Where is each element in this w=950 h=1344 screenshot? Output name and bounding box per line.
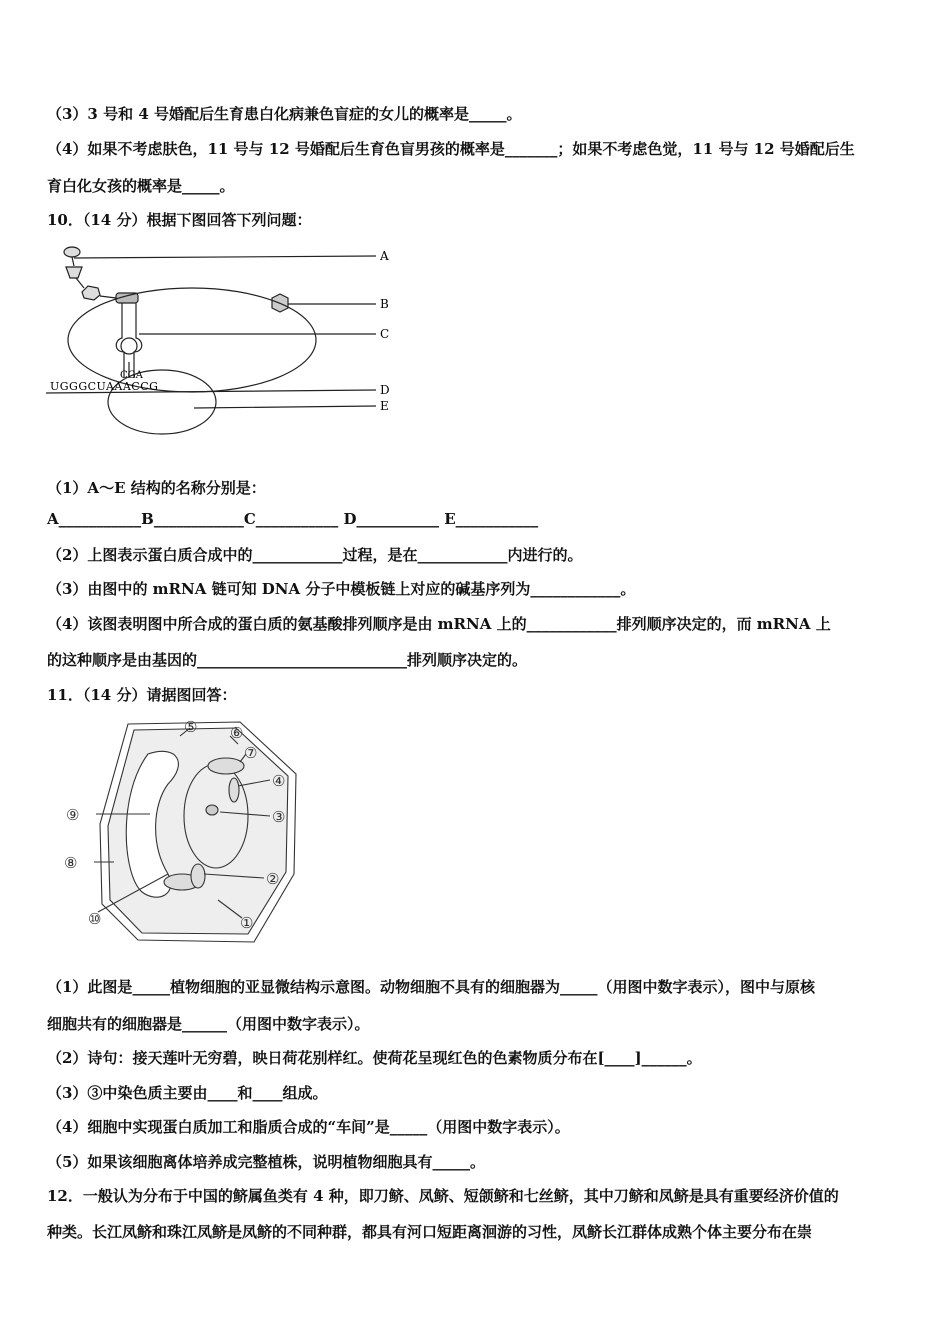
q11-part2: （2）诗句：接天莲叶无穷碧，映日荷花别样红。使荷花呈现红色的色素物质分布在[____]______。 [47, 1049, 702, 1067]
mrna-sequence: UGGGCUAAACCG [50, 380, 159, 393]
q11-part5: （5）如果该细胞离体培养成完整植株，说明植物细胞具有_____。 [47, 1153, 485, 1171]
trna [116, 303, 142, 362]
q10-part1-blanks: A___________B____________C___________ D___________ E___________ [47, 510, 539, 528]
q11-part1-line2: 细胞共有的细胞器是______（用图中数字表示）。 [47, 1015, 370, 1033]
q9-part4-line1: （4）如果不考虑肤色，11 号与 12 号婚配后生育色盲男孩的概率是_______；如果不考虑色觉，11 号与 12 号婚配后生 [47, 140, 855, 158]
label-4: ④ [272, 772, 286, 790]
q11-part4: （4）细胞中实现蛋白质加工和脂质合成的“车间”是_____（用图中数字表示）。 [47, 1118, 570, 1136]
q12-line1: 12．一般认为分布于中国的鲚属鱼类有 4 种，即刀鲚、凤鲚、短颌鲚和七丝鲚，其中刀鲚和凤鲚是具有重要经济价值的 [47, 1187, 839, 1205]
label-8: ⑧ [64, 854, 78, 872]
q11-part1-line1: （1）此图是_____植物细胞的亚显微结构示意图。动物细胞不具有的细胞器为_____（用图中数字表示），图中与原核 [47, 978, 815, 996]
translation-diagram [44, 240, 404, 440]
plant-cell-diagram [58, 714, 308, 946]
label-c: C [380, 327, 390, 341]
label-d: D [380, 383, 390, 397]
label-10: ⑩ [88, 910, 102, 928]
label-2: ② [266, 870, 280, 888]
label-1: ① [240, 914, 254, 932]
q12-line2: 种类。长江凤鲚和珠江凤鲚是凤鲚的不同种群，都具有河口短距离洄游的习性，凤鲚长江群体成熟个体主要分布在崇 [47, 1223, 813, 1241]
label-5: ⑤ [184, 718, 198, 736]
q10-part4-line2: 的这种顺序是由基因的____________________________排列顺序决定的。 [47, 651, 528, 669]
amino-acid-1 [64, 247, 80, 257]
q9-part3: （3）3 号和 4 号婚配后生育患白化病兼色盲症的女儿的概率是_____。 [47, 105, 522, 123]
amino-acid-2 [66, 267, 82, 278]
q10-part3: （3）由图中的 mRNA 链可知 DNA 分子中模板链上对应的碱基序列为____________。 [47, 580, 636, 598]
label-a: A [380, 249, 389, 263]
q9-part4-line2: 育白化女孩的概率是_____。 [47, 177, 235, 195]
label-3: ③ [272, 808, 286, 826]
label-b: B [380, 297, 389, 311]
anticodon-label: CGA [120, 370, 143, 381]
q10-part2: （2）上图表示蛋白质合成中的____________过程，是在____________内进行的。 [47, 546, 583, 564]
label-9: ⑨ [66, 806, 80, 824]
amino-acid-3 [82, 286, 100, 300]
label-7: ⑦ [244, 744, 258, 762]
q11-part3: （3）③中染色质主要由____和____组成。 [47, 1084, 328, 1102]
q11-heading: 11．（14 分）请据图回答： [47, 686, 237, 704]
q10-part1: （1）A～E 结构的名称分别是： [47, 479, 266, 497]
mitochondrion [191, 864, 205, 888]
label-e: E [380, 399, 389, 413]
label-6: ⑥ [230, 724, 244, 742]
q10-part4-line1: （4）该图表明图中所合成的蛋白质的氨基酸排列顺序是由 mRNA 上的____________排列顺序决定的，而 mRNA 上 [47, 615, 831, 633]
chloroplast [208, 758, 244, 774]
q10-heading: 10．（14 分）根据下图回答下列问题： [47, 211, 312, 229]
